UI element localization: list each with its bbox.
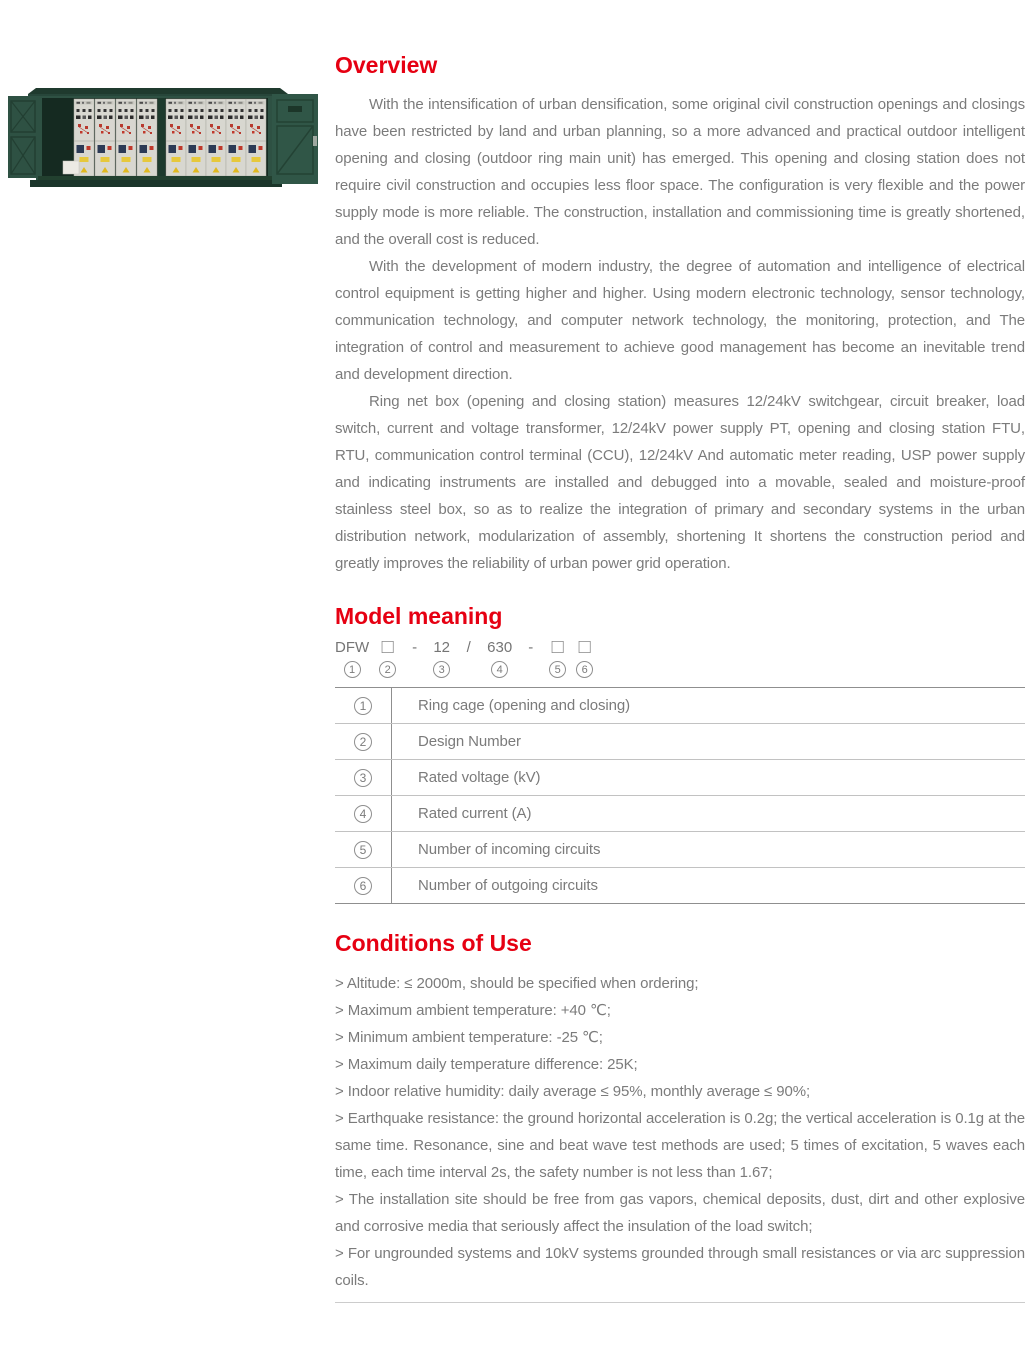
condition-item-6: > Earthquake resistance: the ground horizontal acceleration is 0.2g; the vertical acceleration is 0.1g at the same time. Resonance, sine and beat wave test methods are used; 5 times of excitation, 5 waves each time, each time interval 2s, the safety number is not less than 1.67; xyxy=(335,1110,1025,1181)
overview-paragraph-3: Ring net box (opening and closing station) measures 12/24kV switchgear, circuit breaker, load switch, current and voltage transformer, 12/24kV power supply PT, opening and closing station FTU, RTU, communication control terminal (CCU), 12/24kV And automatic meter reading, USP power supply and indicating instruments are installed and debugged into a movable, sealed and moisture-proof stainless steel box, so as to realize the integration of primary and secondary systems in the urban distribution network, modularization of assembly, shortening It shortens the construction period and greatly improves the reliability of urban power grid operation. xyxy=(335,393,1025,572)
formula-dash: - xyxy=(528,639,534,656)
row-label: Design Number xyxy=(418,733,521,750)
row-number-badge: 6 xyxy=(354,877,372,895)
formula-part-current xyxy=(487,638,512,678)
formula-text: 630 xyxy=(487,639,513,656)
formula-slash: / xyxy=(466,639,471,656)
formula-mark-5: 5 xyxy=(549,661,566,678)
row-number-badge: 3 xyxy=(354,769,372,787)
table-row xyxy=(335,760,1025,796)
formula-text: DFW xyxy=(335,639,370,656)
overview-paragraph-1: With the intensification of urban densification, some original civil construction openings and closings have been restricted by land and urban planning, so a more advanced and practical outdoor intelligent opening and closing (outdoor ring main unit) has emerged. This opening and closing station does not require civil construction and occupies less floor space. The configuration is very flexible and the power supply mode is more reliable. The construction, installation and commissioning time is greatly shortened, and the overall cost is reduced. xyxy=(335,96,1025,248)
formula-part-box-design xyxy=(379,638,396,678)
formula-mark-6: 6 xyxy=(576,661,593,678)
table-row xyxy=(335,796,1025,832)
row-number-badge: 2 xyxy=(354,733,372,751)
formula-separator xyxy=(460,638,477,678)
row-label: Rated current (A) xyxy=(418,805,532,822)
formula-mark-2: 2 xyxy=(379,661,396,678)
model-meaning-title: Model meaning xyxy=(335,603,503,629)
row-number-badge: 5 xyxy=(354,841,372,859)
condition-item-4: > Maximum daily temperature difference: 25K; xyxy=(335,1056,638,1073)
model-table xyxy=(335,687,1025,904)
formula-separator xyxy=(406,638,423,678)
overview-paragraph-2: With the development of modern industry, the degree of automation and intelligence of electrical control equipment is getting higher and higher. Using modern electronic technology, sensor technology, communication technology, and computer network technology, the monitoring, protection, and The integration of control and measurement to achieve good management has become an inevitable trend and development direction. xyxy=(335,258,1025,383)
formula-part-box-outgoing xyxy=(576,638,593,678)
table-row xyxy=(335,724,1025,760)
overview-title: Overview xyxy=(335,52,438,78)
condition-item-7: > The installation site should be free from gas vapors, chemical deposits, dust, dirt and other explosive and corrosive media that seriously affect the insulation of the load switch; xyxy=(335,1191,1025,1235)
cabinet-illustration xyxy=(8,84,320,188)
row-number-cell xyxy=(335,868,392,903)
condition-item-5: > Indoor relative humidity: daily average ≤ 95%, monthly average ≤ 90%; xyxy=(335,1083,811,1100)
table-row xyxy=(335,868,1025,903)
row-number-badge: 4 xyxy=(354,805,372,823)
formula-part-voltage xyxy=(433,638,450,678)
condition-item-1: > Altitude: ≤ 2000m, should be specified when ordering; xyxy=(335,975,699,992)
formula-mark-empty xyxy=(406,661,423,678)
table-row xyxy=(335,688,1025,724)
formula-part-series xyxy=(335,638,369,678)
model-formula xyxy=(335,638,1025,678)
formula-mark-3: 3 xyxy=(433,661,450,678)
row-number-cell xyxy=(335,796,392,831)
table-row xyxy=(335,832,1025,868)
row-number-cell xyxy=(335,688,392,723)
row-number-cell xyxy=(335,760,392,795)
row-label: Number of outgoing circuits xyxy=(418,877,598,894)
row-number-badge: 1 xyxy=(354,697,372,715)
content-column xyxy=(335,52,1025,1303)
formula-part-box-incoming xyxy=(549,638,566,678)
product-image xyxy=(8,84,320,192)
condition-item-3: > Minimum ambient temperature: -25 ℃; xyxy=(335,1029,603,1046)
conditions-title: Conditions of Use xyxy=(335,930,532,956)
formula-text: 12 xyxy=(433,639,450,656)
formula-mark-empty xyxy=(522,661,539,678)
formula-separator xyxy=(522,638,539,678)
condition-item-8: > For ungrounded systems and 10kV systems grounded through small resistances or via arc suppression coils. xyxy=(335,1245,1025,1289)
row-label: Number of incoming circuits xyxy=(418,841,601,858)
formula-mark-4: 4 xyxy=(491,661,508,678)
bottom-divider xyxy=(335,1302,1025,1303)
row-number-cell xyxy=(335,724,392,759)
row-label: Ring cage (opening and closing) xyxy=(418,697,631,714)
formula-placeholder-box: □ xyxy=(551,636,564,658)
row-label: Rated voltage (kV) xyxy=(418,769,541,786)
condition-item-2: > Maximum ambient temperature: +40 ℃; xyxy=(335,1002,611,1019)
formula-placeholder-box: □ xyxy=(578,636,591,658)
formula-placeholder-box: □ xyxy=(381,636,394,658)
formula-mark-1: 1 xyxy=(344,661,361,678)
row-number-cell xyxy=(335,832,392,867)
formula-mark-empty xyxy=(460,661,477,678)
formula-dash: - xyxy=(412,639,418,656)
